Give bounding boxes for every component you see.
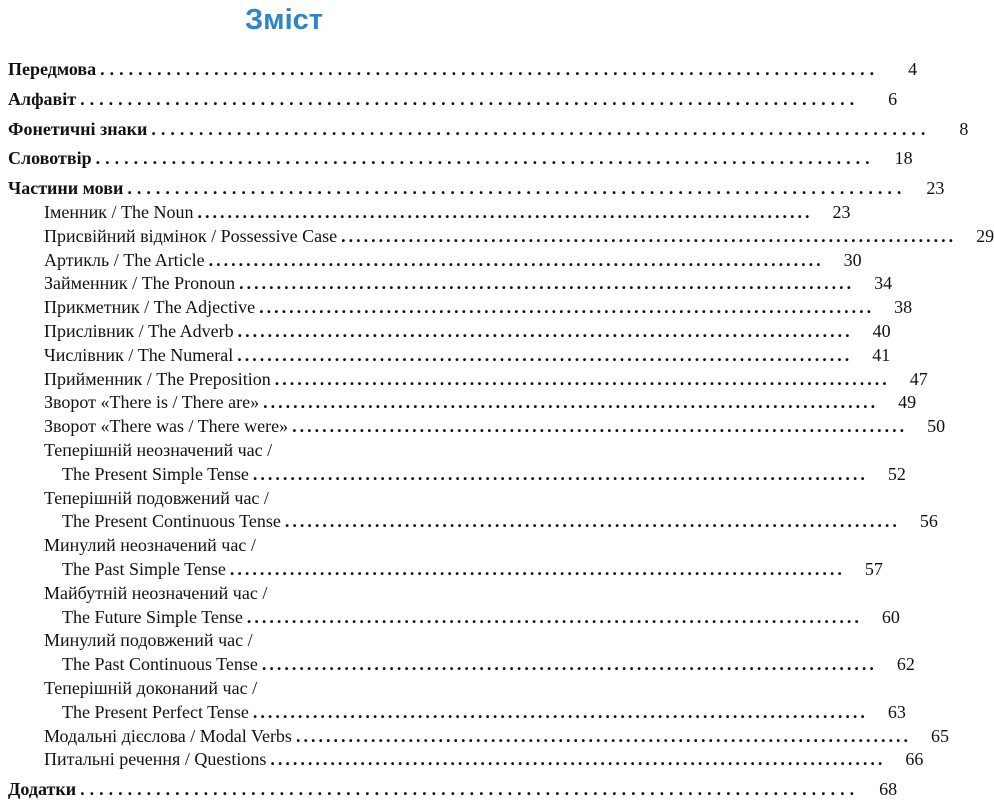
toc-page-number: 60 — [881, 606, 900, 627]
dot-leader: .................................................................................. — [239, 273, 855, 294]
toc-label: Артикль / The Article — [44, 249, 205, 270]
toc-subentry-heading[interactable]: Минулий подовжений час / — [44, 630, 253, 651]
toc-label: Займенник / The Pronoun — [44, 273, 236, 294]
toc-page-number: 41 — [872, 344, 891, 365]
toc-entry-word-formation[interactable] — [8, 147, 913, 171]
dot-leader: .................................................................................. — [292, 416, 908, 437]
toc-subentry[interactable] — [8, 368, 928, 392]
toc-page-number: 63 — [887, 701, 906, 722]
toc-label: Зворот «There is / There are» — [44, 392, 260, 413]
toc-page-number: 34 — [874, 273, 893, 294]
toc-label: Додатки — [8, 779, 77, 800]
table-of-contents — [8, 58, 994, 802]
dot-leader: .................................................................................. — [259, 297, 875, 318]
toc-subentry-heading[interactable]: Минулий неозначений час / — [44, 535, 256, 556]
toc-subentry[interactable] — [8, 249, 862, 273]
dot-leader: .................................................................................. — [274, 368, 890, 389]
toc-page-number: 57 — [864, 558, 883, 579]
toc-entry-preface[interactable] — [8, 58, 918, 82]
toc-subentry[interactable] — [8, 463, 906, 487]
toc-page-number: 68 — [879, 779, 898, 800]
toc-label: The Future Simple Tense — [62, 606, 243, 627]
toc-page-number: 6 — [888, 88, 898, 109]
toc-subentry[interactable] — [8, 320, 891, 344]
dot-leader: .................................................................................. — [284, 511, 900, 532]
toc-page-number: 23 — [926, 178, 945, 199]
toc-page-number: 30 — [843, 249, 862, 270]
toc-label: The Present Perfect Tense — [62, 701, 249, 722]
toc-label: Передмова — [8, 59, 97, 79]
dot-leader: .................................................................................. — [208, 249, 824, 270]
toc-label: Присвійний відмінок / Possessive Case — [44, 225, 338, 246]
toc-page-number: 49 — [898, 392, 917, 413]
toc-subentry[interactable] — [8, 344, 891, 368]
toc-label: Алфавіт — [8, 88, 77, 109]
toc-subentry[interactable] — [8, 391, 917, 415]
toc-subentry[interactable] — [8, 201, 851, 225]
toc-entry-parts-of-speech[interactable] — [8, 177, 945, 201]
dot-leader: .................................................................................. — [127, 178, 907, 199]
toc-label: Зворот «There was / There were» — [44, 416, 289, 437]
toc-label: Питальні речення / Questions — [44, 749, 267, 770]
toc-subentry[interactable] — [8, 558, 883, 582]
toc-entry-appendices[interactable] — [8, 778, 898, 802]
toc-subentry-heading[interactable]: Теперішній неозначений час / — [44, 439, 273, 460]
toc-subentry-heading[interactable]: Теперішній доконаний час / — [44, 677, 258, 698]
dot-leader: .................................................................................. — [261, 654, 877, 675]
toc-page-number: 4 — [908, 59, 918, 79]
toc-subentry[interactable] — [8, 748, 924, 772]
toc-label: The Present Continuous Tense — [62, 511, 281, 532]
toc-label: Прикметник / The Adjective — [44, 297, 256, 318]
dot-leader: .................................................................................. — [197, 201, 813, 222]
toc-page-number: 23 — [832, 201, 851, 222]
toc-subentry[interactable] — [8, 725, 949, 749]
dot-leader: .................................................................................. — [270, 749, 886, 770]
toc-subentry[interactable] — [8, 296, 913, 320]
toc-label: Іменник / The Noun — [44, 201, 194, 222]
toc-page-number: 65 — [930, 725, 949, 746]
toc-page-number: 52 — [887, 463, 906, 484]
dot-leader: .................................................................................. — [252, 463, 868, 484]
toc-label: Прийменник / The Preposition — [44, 368, 271, 389]
toc-subentry-heading[interactable]: Майбутній неозначений час / — [44, 582, 268, 603]
toc-entry-alphabet[interactable] — [8, 88, 898, 112]
toc-page-number: 29 — [976, 225, 994, 246]
toc-label: Прислівник / The Adverb — [44, 320, 234, 341]
toc-subentry-heading[interactable]: Теперішній подовжений час / — [44, 487, 269, 508]
dot-leader: .................................................................................. — [237, 344, 853, 365]
toc-page-number: 18 — [894, 148, 913, 169]
dot-leader: .................................................................................. — [246, 606, 862, 627]
dot-leader: .................................................................................. — [100, 59, 880, 79]
toc-label: Частини мови — [8, 178, 124, 199]
toc-subentry[interactable] — [8, 606, 900, 630]
toc-page-number: 50 — [927, 416, 946, 437]
dot-leader: .................................................................................. — [295, 725, 911, 746]
toc-label: The Past Simple Tense — [62, 558, 226, 579]
toc-subentry[interactable] — [8, 510, 938, 534]
toc-label: The Past Continuous Tense — [62, 654, 258, 675]
toc-label: Числівник / The Numeral — [44, 344, 234, 365]
toc-page-number: 40 — [872, 320, 891, 341]
toc-subentry[interactable] — [8, 415, 946, 439]
toc-label: Словотвір — [8, 148, 92, 169]
dot-leader: .................................................................................. — [263, 392, 879, 413]
dot-leader: .................................................................................. — [151, 118, 931, 139]
toc-page-number: 38 — [894, 297, 913, 318]
toc-label: The Present Simple Tense — [62, 463, 249, 484]
toc-subentry[interactable] — [8, 272, 893, 296]
toc-label: Фонетичні знаки — [8, 118, 148, 139]
toc-subentry[interactable] — [8, 653, 915, 677]
toc-page-number: 62 — [896, 654, 915, 675]
toc-page-number: 47 — [909, 368, 928, 389]
toc-page-number: 8 — [959, 118, 969, 139]
toc-page-number: 66 — [905, 749, 924, 770]
toc-entry-phonetic-signs[interactable] — [8, 118, 969, 142]
toc-label: Модальні дієслова / Modal Verbs — [44, 725, 292, 746]
dot-leader: .................................................................................. — [252, 701, 868, 722]
dot-leader: .................................................................................. — [229, 558, 845, 579]
toc-subentry[interactable] — [8, 701, 906, 725]
page-title: Зміст — [244, 4, 323, 36]
dot-leader: .................................................................................. — [341, 225, 957, 246]
dot-leader: .................................................................................. — [237, 320, 853, 341]
dot-leader: .................................................................................. — [80, 88, 860, 109]
dot-leader: .................................................................................. — [80, 779, 860, 800]
toc-page-number: 56 — [919, 511, 938, 532]
toc-subentry[interactable] — [8, 225, 994, 249]
dot-leader: .................................................................................. — [95, 148, 875, 169]
